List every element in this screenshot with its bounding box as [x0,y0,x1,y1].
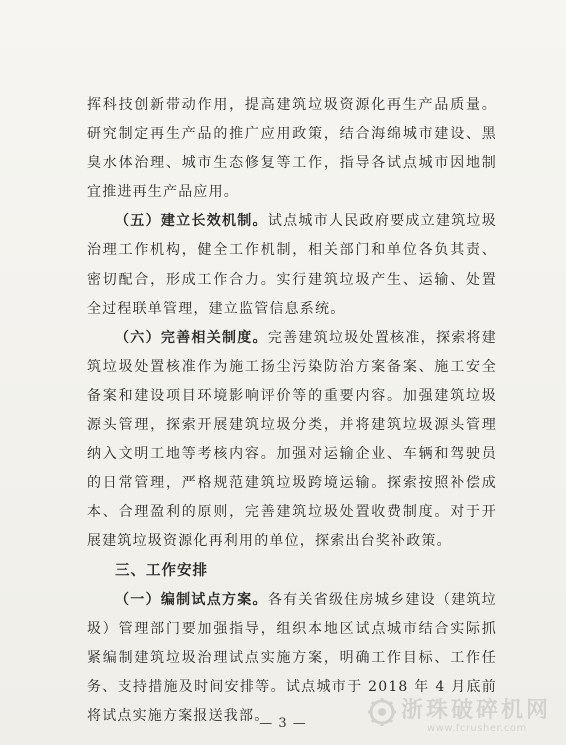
watermark-text: 浙珠破碎机网 [401,698,552,723]
page-number: — 3 — [259,716,307,731]
section-5-text: 试点城市人民政府要成立建筑垃圾治理工作机构，健全工作机制，相关部门和单位各负其责、密切配合，形成工作合力。实行建筑垃圾产生、运输、处置全过程联单管理，建立监管信息系统。 [87,213,498,317]
section-6-text: 完善建筑垃圾处置核准，探索将建筑垃圾处置核准作为施工扬尘污染防治方案备案、施工安全备案和建设项目环境影响评价等的重要内容。加强建筑垃圾源头管理，探索开展建筑垃圾分类，并将建筑垃圾源头管理纳入文明工地等考核内容。加强对运输企业、车辆和驾驶员的日常管理，严格规范建筑垃圾跨境运输。探索按照补偿成本、合理盈利的原则，完善建筑垃圾处置收费制度。对于开展建筑垃圾资源化再利用的单位，探索出台奖补政策。 [87,329,498,550]
watermark-url: www.fcrusher.com [427,723,527,734]
arrangement-1-text: 各有关省级住房城乡建设（建筑垃圾）管理部门要加强指导，组织本地区试点城市结合实际抓紧编制建筑垃圾治理试点实施方案，明确工作目标、工作任务、支持措施及时间安排等。试点城市于 2018 年 4 月底前将试点实施方案报送我部。 [87,591,498,724]
section-5-paragraph [87,207,497,323]
document-body [87,91,497,731]
section-6-paragraph [87,324,497,557]
section-5-lead: （五）建立长效机制。 [115,213,268,230]
paragraph-continuation: 挥科技创新带动作用，提高建筑垃圾资源化再生产品质量。研究制定再生产品的推广应用政策，结合海绵城市建设、黑臭水体治理、城市生态修复等工作，指导各试点城市因地制宜推进再生产品应用。 [87,97,497,201]
section-heading-3: 三、工作安排 [115,562,208,579]
site-watermark [367,693,552,741]
section-6-lead: （六）完善相关制度。 [115,329,268,346]
cog-logo-icon [367,697,397,727]
arrangement-1-lead: （一）编制试点方案。 [115,591,268,608]
